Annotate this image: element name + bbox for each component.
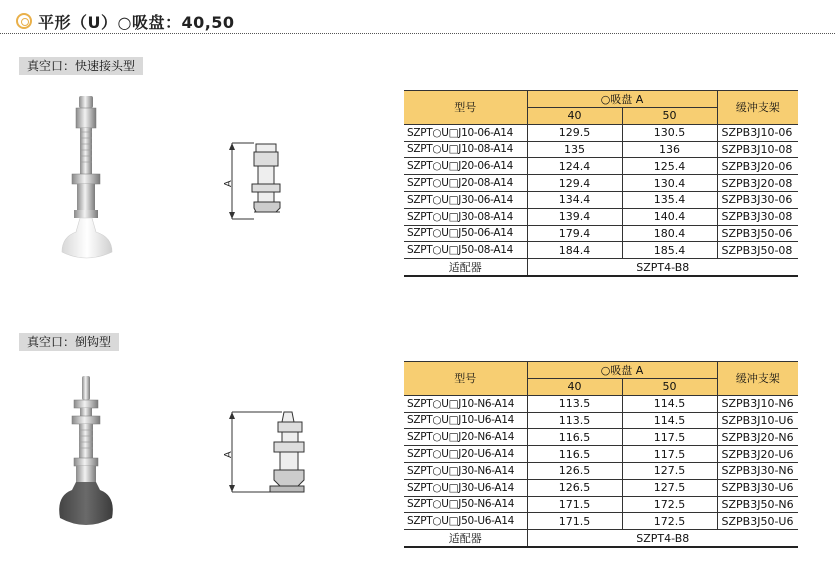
header-size-40: 40 bbox=[527, 379, 622, 396]
table-row bbox=[404, 175, 798, 192]
header-size-40: 40 bbox=[527, 108, 622, 125]
bracket-cell: SZPB3J30-U6 bbox=[717, 479, 798, 496]
table-row bbox=[404, 225, 798, 242]
model-cell: SZPT○U□J50-U6-A14 bbox=[404, 513, 527, 530]
a50-cell: 180.4 bbox=[622, 225, 717, 242]
header-size-50: 50 bbox=[622, 108, 717, 125]
model-cell: SZPT○U□J20-08-A14 bbox=[404, 175, 527, 192]
spec-table-barb bbox=[404, 361, 798, 548]
adapter-label: 适配器 bbox=[404, 530, 527, 548]
a40-cell: 179.4 bbox=[527, 225, 622, 242]
spec-table-quick-connector bbox=[404, 90, 798, 277]
a50-cell: 127.5 bbox=[622, 479, 717, 496]
table-row bbox=[404, 208, 798, 225]
dimension-a-label: A bbox=[223, 180, 234, 187]
adapter-row bbox=[404, 259, 798, 277]
a40-cell: 124.4 bbox=[527, 158, 622, 175]
a50-cell: 117.5 bbox=[622, 429, 717, 446]
page-title: 平形（U）○吸盘：40,50 bbox=[38, 12, 235, 32]
model-cell: SZPT○U□J50-N6-A14 bbox=[404, 496, 527, 513]
bracket-cell: SZPB3J20-N6 bbox=[717, 429, 798, 446]
a40-cell: 116.5 bbox=[527, 446, 622, 463]
table-row bbox=[404, 479, 798, 496]
model-cell: SZPT○U□J10-06-A14 bbox=[404, 124, 527, 141]
section-label-barb: 真空口：倒钩型 bbox=[19, 333, 119, 351]
model-cell: SZPT○U□J20-U6-A14 bbox=[404, 446, 527, 463]
bracket-cell: SZPB3J50-08 bbox=[717, 242, 798, 259]
a50-cell: 135.4 bbox=[622, 191, 717, 208]
bracket-cell: SZPB3J10-08 bbox=[717, 141, 798, 158]
table-row bbox=[404, 513, 798, 530]
barb-product-photo bbox=[52, 372, 122, 532]
bracket-cell: SZPB3J30-08 bbox=[717, 208, 798, 225]
bracket-cell: SZPB3J50-N6 bbox=[717, 496, 798, 513]
a50-cell: 136 bbox=[622, 141, 717, 158]
page-title-block bbox=[16, 9, 235, 33]
adapter-label: 适配器 bbox=[404, 259, 527, 277]
a40-cell: 126.5 bbox=[527, 462, 622, 479]
a50-cell: 117.5 bbox=[622, 446, 717, 463]
header-model: 型号 bbox=[404, 91, 527, 125]
table-row bbox=[404, 158, 798, 175]
a40-cell: 129.5 bbox=[527, 124, 622, 141]
a40-cell: 139.4 bbox=[527, 208, 622, 225]
bracket-cell: SZPB3J30-N6 bbox=[717, 462, 798, 479]
a40-cell: 116.5 bbox=[527, 429, 622, 446]
bracket-cell: SZPB3J10-U6 bbox=[717, 412, 798, 429]
table-row bbox=[404, 124, 798, 141]
model-cell: SZPT○U□J10-N6-A14 bbox=[404, 395, 527, 412]
table-row bbox=[404, 191, 798, 208]
model-cell: SZPT○U□J20-06-A14 bbox=[404, 158, 527, 175]
a40-cell: 134.4 bbox=[527, 191, 622, 208]
table-row bbox=[404, 141, 798, 158]
a40-cell: 135 bbox=[527, 141, 622, 158]
header-model: 型号 bbox=[404, 362, 527, 396]
header-bracket: 缓冲支架 bbox=[717, 91, 798, 125]
dimension-a-label: A bbox=[223, 451, 234, 458]
table-row bbox=[404, 446, 798, 463]
a40-cell: 171.5 bbox=[527, 513, 622, 530]
a40-cell: 184.4 bbox=[527, 242, 622, 259]
a50-cell: 125.4 bbox=[622, 158, 717, 175]
a50-cell: 130.5 bbox=[622, 124, 717, 141]
barb-dimension-diagram bbox=[218, 408, 308, 498]
bracket-cell: SZPB3J20-06 bbox=[717, 158, 798, 175]
a40-cell: 113.5 bbox=[527, 412, 622, 429]
header-bracket: 缓冲支架 bbox=[717, 362, 798, 396]
header-pad-a: ○吸盘 A bbox=[527, 91, 717, 108]
quick-connector-dimension-diagram bbox=[218, 140, 288, 225]
bracket-cell: SZPB3J20-U6 bbox=[717, 446, 798, 463]
model-cell: SZPT○U□J20-N6-A14 bbox=[404, 429, 527, 446]
header-pad-a: ○吸盘 A bbox=[527, 362, 717, 379]
a40-cell: 171.5 bbox=[527, 496, 622, 513]
ring-bullet-icon bbox=[16, 13, 32, 29]
a50-cell: 185.4 bbox=[622, 242, 717, 259]
adapter-row bbox=[404, 530, 798, 548]
a50-cell: 127.5 bbox=[622, 462, 717, 479]
a40-cell: 129.4 bbox=[527, 175, 622, 192]
table-row bbox=[404, 496, 798, 513]
a50-cell: 172.5 bbox=[622, 513, 717, 530]
model-cell: SZPT○U□J10-08-A14 bbox=[404, 141, 527, 158]
adapter-value: SZPT4-B8 bbox=[527, 259, 798, 277]
bracket-cell: SZPB3J10-N6 bbox=[717, 395, 798, 412]
a50-cell: 114.5 bbox=[622, 395, 717, 412]
bracket-cell: SZPB3J10-06 bbox=[717, 124, 798, 141]
a50-cell: 140.4 bbox=[622, 208, 717, 225]
a40-cell: 126.5 bbox=[527, 479, 622, 496]
model-cell: SZPT○U□J30-06-A14 bbox=[404, 191, 527, 208]
a50-cell: 114.5 bbox=[622, 412, 717, 429]
table-row bbox=[404, 429, 798, 446]
a50-cell: 172.5 bbox=[622, 496, 717, 513]
table-row bbox=[404, 395, 798, 412]
table-row bbox=[404, 462, 798, 479]
adapter-value: SZPT4-B8 bbox=[527, 530, 798, 548]
title-divider bbox=[0, 33, 835, 34]
model-cell: SZPT○U□J50-06-A14 bbox=[404, 225, 527, 242]
bracket-cell: SZPB3J30-06 bbox=[717, 191, 798, 208]
bracket-cell: SZPB3J50-U6 bbox=[717, 513, 798, 530]
header-size-50: 50 bbox=[622, 379, 717, 396]
bracket-cell: SZPB3J20-08 bbox=[717, 175, 798, 192]
a50-cell: 130.4 bbox=[622, 175, 717, 192]
model-cell: SZPT○U□J50-08-A14 bbox=[404, 242, 527, 259]
table-row bbox=[404, 412, 798, 429]
model-cell: SZPT○U□J10-U6-A14 bbox=[404, 412, 527, 429]
a40-cell: 113.5 bbox=[527, 395, 622, 412]
quick-connector-product-photo bbox=[52, 92, 122, 264]
model-cell: SZPT○U□J30-U6-A14 bbox=[404, 479, 527, 496]
model-cell: SZPT○U□J30-08-A14 bbox=[404, 208, 527, 225]
bracket-cell: SZPB3J50-06 bbox=[717, 225, 798, 242]
table-row bbox=[404, 242, 798, 259]
section-label-quick-connector: 真空口：快速接头型 bbox=[19, 57, 143, 75]
model-cell: SZPT○U□J30-N6-A14 bbox=[404, 462, 527, 479]
